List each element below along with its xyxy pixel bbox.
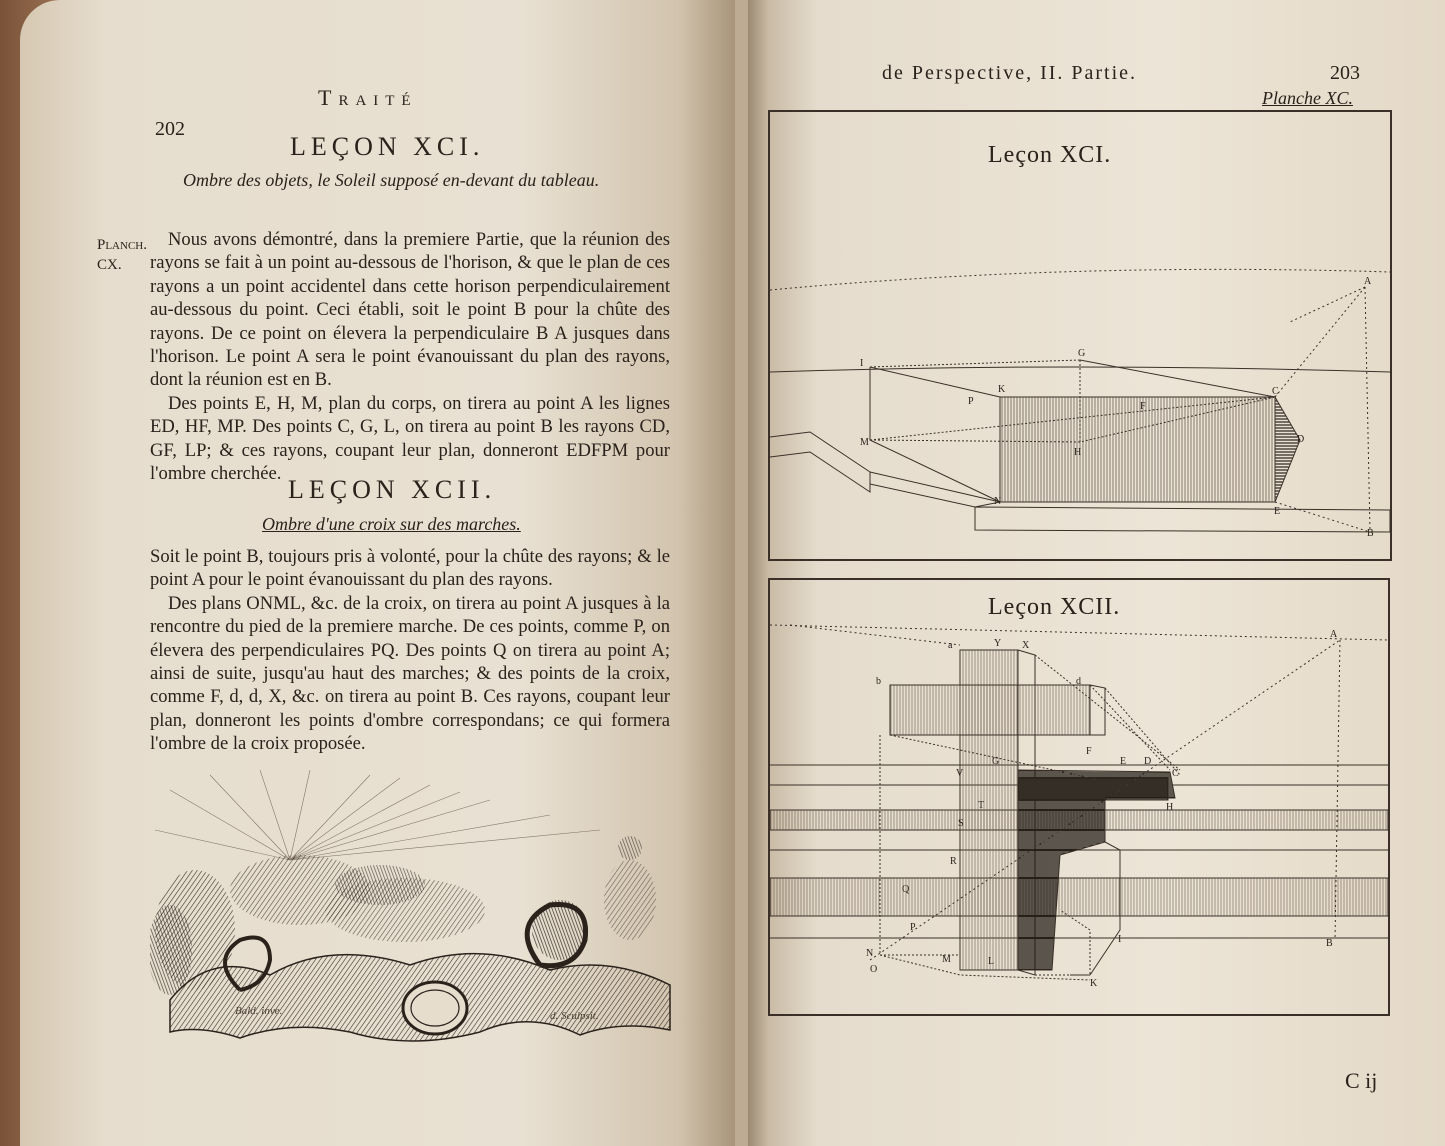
point-label-B: B — [1367, 528, 1374, 539]
lesson-92-subtitle: Ombre d'une croix sur des marches. — [262, 514, 521, 534]
point-label-A: A — [1330, 629, 1338, 640]
lesson-91-subtitle: Ombre des objets, le Soleil supposé en-devant du tableau. — [183, 170, 600, 190]
paragraph: Nous avons démontré, dans la premiere Partie, que la réunion des rayons se fait à un point au-dessous de l'horison, & que le plan de ces rayons a un point accidentel dans cette horison perpendiculairement au-dessous du point. Ceci établi, soit le point B pour la chûte des rayons. De ce point on élevera la perpendiculaire B A jusques dans l'horison. Le point A sera le point évanouissant du plan des rayons, dont la réunion est en B. — [150, 229, 670, 391]
point-label-M: M — [860, 437, 869, 448]
page-number-right: 203 — [1330, 62, 1360, 84]
point-label-V: V — [956, 768, 964, 779]
point-label-G: G — [992, 756, 1000, 767]
point-label-F: F — [1140, 401, 1146, 412]
point-label-E: E — [1274, 506, 1281, 517]
margin-note-plate-number: CX. — [97, 257, 122, 273]
lesson-92-title: LEÇON XCII. — [288, 475, 497, 504]
point-label-T: T — [978, 800, 985, 811]
point-label-P: P — [968, 396, 974, 407]
point-label-a: a — [948, 640, 953, 651]
point-label-N: N — [994, 496, 1002, 507]
engraving-signature-engraver: d. Sculpsit. — [550, 1010, 599, 1022]
point-label-G: G — [1078, 348, 1086, 359]
figure-lesson-92 — [768, 578, 1390, 1016]
lesson-91-title: LEÇON XCI. — [290, 132, 485, 161]
paragraph: Des plans ONML, &c. de la croix, on tirera au point A jusques à la rencontre du pied de la premiere marche. De ces points, comme P, on élevera des perpendiculaires PQ. Des points Q on tirera au point A; ainsi de suite, jusqu'au haut des marches; & des points de la croix, comme F, d, d, X, &c. on tirera au point B. Ces rayons, coupant leur plan, donneront les points d'ombre correspondans; ce qui formera l'ombre de la croix proposée. — [150, 592, 670, 755]
point-label-M: M — [942, 954, 951, 965]
point-label-A: A — [1364, 276, 1372, 287]
paragraph: Soit le point B, toujours pris à volonté, pour la chûte des rayons; & le point A pour le point évanouissant du plan des rayons. — [150, 546, 670, 591]
point-label-C: C — [1172, 768, 1179, 779]
point-label-b: b — [876, 676, 881, 687]
point-label-O: O — [870, 964, 878, 975]
point-label-R: R — [950, 856, 957, 867]
point-label-Y: Y — [994, 638, 1002, 649]
engraving-signature-inventor: Bald. inve. — [235, 1005, 283, 1017]
point-label-K: K — [998, 384, 1006, 395]
paragraph: Des points E, H, M, plan du corps, on tirera au point A les lignes ED, HF, MP. Des points C, G, L, on tirera au point B les rayons CD, GF, LP; & ces rayons, coupant leur plan, donneront EDFPM pour l'ombre cherchée. — [150, 392, 670, 485]
figure-2-title: Leçon XCII. — [988, 594, 1121, 620]
point-label-K: K — [1090, 978, 1098, 989]
plate-label: Planche XC. — [1262, 88, 1353, 108]
running-head-right: de Perspective, II. Partie. — [882, 62, 1138, 84]
point-label-I: I — [1118, 934, 1122, 945]
point-label-B: B — [1326, 938, 1333, 949]
figure-lesson-91 — [768, 110, 1392, 561]
figure-2-drawing — [770, 580, 1388, 1014]
margin-note-plate: Planch. — [97, 237, 147, 253]
lesson-92-body — [150, 545, 670, 756]
point-label-Q: Q — [902, 884, 910, 895]
decorative-vignette-engraving — [150, 770, 680, 1070]
point-label-N: N — [866, 948, 874, 959]
point-label-C: C — [1272, 386, 1279, 397]
figure-1-title: Leçon XCI. — [988, 142, 1112, 168]
point-label-F: F — [1086, 746, 1092, 757]
point-label-H: H — [1074, 447, 1082, 458]
point-label-L: L — [988, 956, 995, 967]
signature-mark: C ij — [1345, 1068, 1378, 1093]
point-label-P: P — [910, 922, 916, 933]
point-label-D: D — [1297, 434, 1305, 445]
figure-1-drawing — [770, 112, 1390, 559]
page-number-left: 202 — [155, 118, 185, 140]
point-label-D: D — [1144, 756, 1152, 767]
point-label-E: E — [1120, 756, 1127, 767]
point-label-S: S — [958, 818, 964, 829]
lesson-91-body — [150, 228, 670, 485]
point-label-I: I — [860, 358, 864, 369]
running-head-left: Traité — [318, 85, 418, 110]
point-label-X: X — [1022, 640, 1030, 651]
point-label-H: H — [1166, 802, 1174, 813]
point-label-d: d — [1076, 676, 1081, 687]
